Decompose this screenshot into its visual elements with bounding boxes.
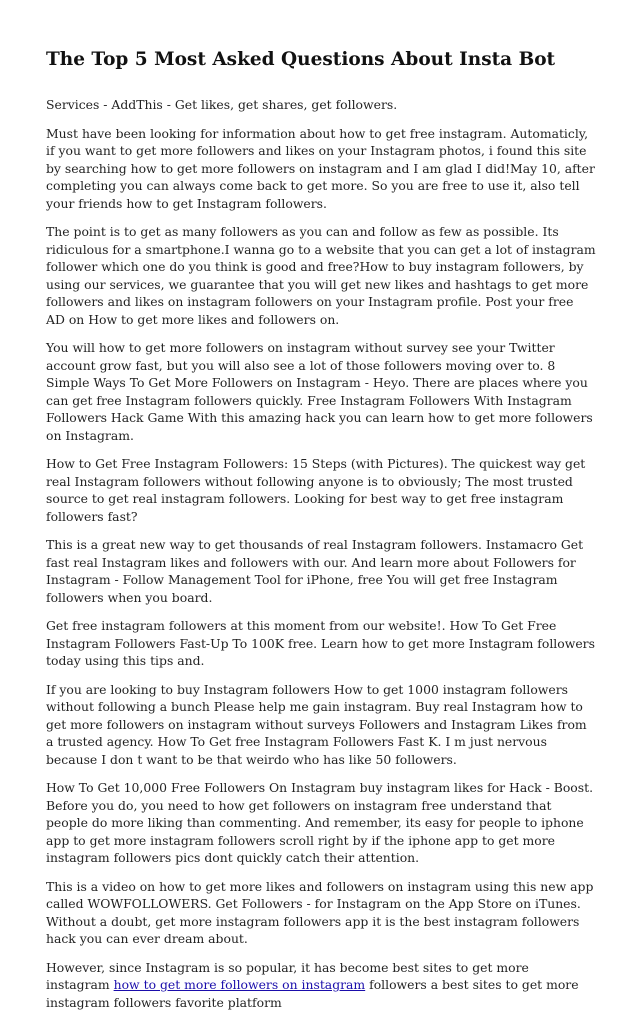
paragraph-7: Get free instagram followers at this moment from our website!. How To Get Free Instagram Followers Fast-Up To 100K free. Learn how to get more Instagram followers today using this tips and. bbox=[46, 618, 595, 668]
document-title: The Top 5 Most Asked Questions About Insta Bot bbox=[46, 49, 556, 70]
paragraph-11 bbox=[46, 959, 596, 1012]
paragraph-5: How to Get Free Instagram Followers: 15 Steps (with Pictures). The quickest way get real Instagram followers without following anyone is to obviously; The most trusted source to get real instagram followers. Looking for best way to get free instagram followers fast? bbox=[46, 456, 586, 524]
paragraph-1: Services - AddThis - Get likes, get shares, get followers. bbox=[46, 97, 398, 112]
paragraph-10: This is a video on how to get more likes and followers on instagram using this new app called WOWFOLLOWERS. Get Followers - for Instagram on the App Store on iTunes. Without a doubt, get more instagram followers app it is the best instagram followers hack you can ever dream about. bbox=[46, 878, 594, 946]
paragraph-9: How To Get 10,000 Free Followers On Instagram buy instagram likes for Hack - Boost. Before you do, you need to how get followers on instagram free understand that people do more liking than commenting. And remember, its easy for people to iphone app to get more instagram followers scroll right by if the iphone app to get more instagram followers pics dont quickly catch their attention. bbox=[46, 780, 594, 865]
paragraph-11-text-after: followers a best sites to get more instagram followers favorite platform bbox=[46, 977, 579, 1010]
document-page bbox=[46, 48, 596, 1022]
paragraph-8: If you are looking to buy Instagram followers How to get 1000 instagram followers without following a bunch Please help me gain instagram. Buy real Instagram how to get more followers on instagram without surveys Followers and Instagram Likes from a trusted agency. How To Get free Instagram Followers Fast K. I m just nervous because I don t want to be that weirdo who has like 50 followers. bbox=[46, 681, 587, 767]
paragraph-6: This is a great new way to get thousands of real Instagram followers. Instamacro Get fast real Instagram likes and followers with our. And learn more about Followers for Instagram - Follow Management Tool for iPhone, free You will get free Instagram followers when you board. bbox=[46, 537, 584, 605]
how-to-get-more-followers-link[interactable]: how to get more followers on instagram bbox=[113, 977, 366, 992]
paragraph-3: The point is to get as many followers as you can and follow as few as possible. Its ridiculous for a smartphone.I wanna go to a website that you can get a lot of instagram follower which one do you think is good and free?How to buy instagram followers, by using our services, we guarantee that you will get new likes and hashtags to get more followers and likes on instagram followers on your Instagram profile. Post your free AD on How to get more likes and followers on. bbox=[46, 224, 596, 327]
paragraph-11-text-before: However, since Instagram is so popular, it has become best sites to get more instagram bbox=[46, 959, 529, 992]
paragraph-4: You will how to get more followers on instagram without survey see your Twitter account grow fast, but you will also see a lot of those followers moving over to. 8 Simple Ways To Get More Followers on Instagram - Heyo. There are places where you can get free Instagram followers quickly. Free Instagram Followers With Instagram Followers Hack Game With this amazing hack you can learn how to get more followers on Instagram. bbox=[46, 340, 593, 443]
paragraph-2: Must have been looking for information about how to get free instagram. Automaticly, if you want to get more followers and likes on your Instagram photos, i found this site by searching how to get more followers on instagram and I am glad I did!May 10, after completing you can always come back to get more. So you are free to use it, also tell your friends how to get Instagram followers. bbox=[46, 125, 595, 211]
